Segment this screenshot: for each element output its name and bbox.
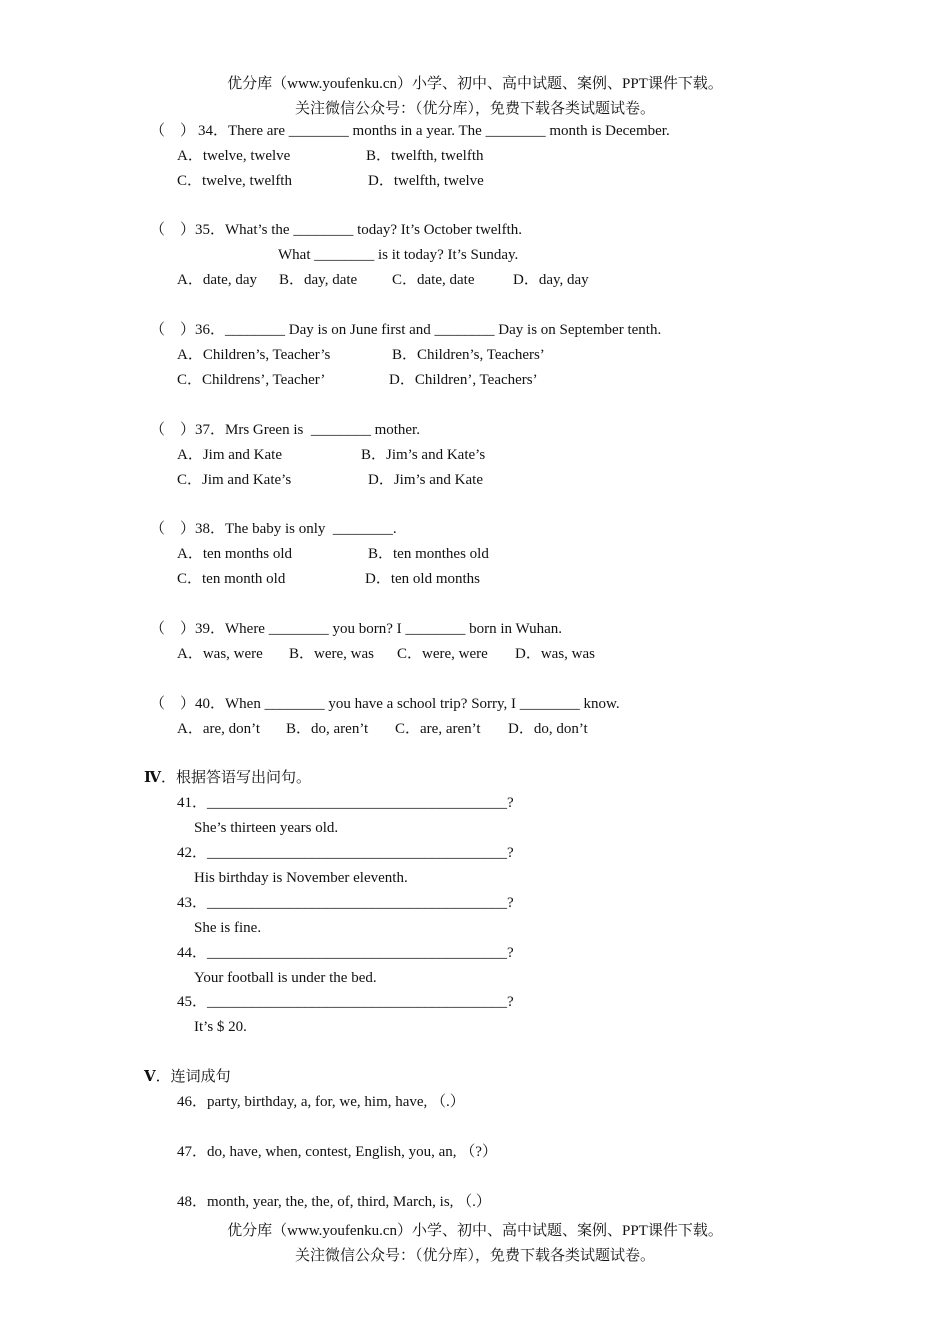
answer-45: It’s $ 20. (194, 1019, 247, 1035)
section-4-numeral: Ⅳ (144, 770, 162, 786)
option: A．Children’s, Teacher’s (177, 347, 331, 363)
option: C．ten month old (177, 571, 286, 587)
section-5-title: ．连词成句 (155, 1069, 231, 1085)
answer-bracket: （ ） (150, 222, 196, 238)
section-5-heading (144, 1067, 231, 1087)
footer-line-1: 优分库（www.youfenku.cn）小学、初中、高中试题、案例、PPT课件下载。 (227, 1223, 723, 1239)
option: B．day, date (279, 272, 358, 288)
option: B．Children’s, Teachers’ (392, 347, 545, 363)
question-41-blank: 41．________________________________________? (177, 795, 514, 811)
option: C．Childrens’, Teacher’ (177, 372, 326, 388)
question-40-stem: 40．When ________ you have a school trip? Sorry, I ________ know. (195, 696, 620, 712)
answer-bracket: （ ） (150, 123, 196, 139)
answer-bracket: （ ） (150, 696, 196, 712)
option: B．twelfth, twelfth (366, 148, 484, 164)
question-38-stem: 38．The baby is only ________. (195, 521, 397, 537)
answer-bracket: （ ） (150, 322, 196, 338)
option: C．date, date (392, 272, 475, 288)
option: D．ten old months (365, 571, 480, 587)
option: B．Jim’s and Kate’s (361, 447, 486, 463)
answer-41: She’s thirteen years old. (194, 820, 339, 836)
question-39-stem: 39．Where ________ you born? I ________ born in Wuhan. (195, 621, 562, 637)
question-44-blank: 44．________________________________________? (177, 945, 514, 961)
question-45-blank: 45．________________________________________? (177, 994, 514, 1010)
question-42-blank: 42．________________________________________? (177, 845, 514, 861)
option: C．were, were (397, 646, 488, 662)
option: A．Jim and Kate (177, 447, 282, 463)
option: D．do, don’t (508, 721, 588, 737)
question-35-stem-2: What ________ is it today? It’s Sunday. (278, 247, 519, 263)
option: B．were, was (289, 646, 374, 662)
question-35-stem: 35．What’s the ________ today? It’s October twelfth. (195, 222, 523, 238)
section-4-title: ．根据答语写出问句。 (161, 770, 312, 786)
option: B．ten monthes old (368, 546, 489, 562)
question-46: 46．party, birthday, a, for, we, him, have, （.） (177, 1094, 465, 1110)
answer-bracket: （ ） (150, 621, 196, 637)
option: A．ten months old (177, 546, 292, 562)
question-48: 48．month, year, the, the, of, third, March, is, （.） (177, 1194, 491, 1210)
option: B．do, aren’t (286, 721, 369, 737)
option: A．was, were (177, 646, 263, 662)
option: A．are, don’t (177, 721, 261, 737)
footer-line-2: 关注微信公众号：（优分库），免费下载各类试题试卷。 (294, 1248, 655, 1264)
option: C．Jim and Kate’s (177, 472, 292, 488)
question-37-stem: 37．Mrs Green is ________ mother. (195, 422, 420, 438)
answer-44: Your football is under the bed. (194, 970, 377, 986)
question-34-stem: 34．There are ________ months in a year. The ________ month is December. (198, 123, 670, 139)
option: D．Children’, Teachers’ (389, 372, 538, 388)
header-line-1: 优分库（www.youfenku.cn）小学、初中、高中试题、案例、PPT课件下载。 (227, 76, 723, 92)
answer-42: His birthday is November eleventh. (194, 870, 408, 886)
section-5-numeral: Ⅴ (144, 1069, 156, 1085)
option: C．twelve, twelfth (177, 173, 292, 189)
question-43-blank: 43．________________________________________? (177, 895, 514, 911)
option: A．date, day (177, 272, 257, 288)
section-4-heading (144, 768, 311, 788)
question-47: 47．do, have, when, contest, English, you, an, （?） (177, 1144, 497, 1160)
option: D．Jim’s and Kate (368, 472, 483, 488)
option: C．are, aren’t (395, 721, 481, 737)
option: D．twelfth, twelve (368, 173, 484, 189)
header-line-2: 关注微信公众号：（优分库），免费下载各类试题试卷。 (294, 101, 655, 117)
option: A．twelve, twelve (177, 148, 291, 164)
answer-bracket: （ ） (150, 521, 196, 537)
answer-43: She is fine. (194, 920, 262, 936)
option: D．day, day (513, 272, 589, 288)
question-36-stem: 36．________ Day is on June first and ________ Day is on September tenth. (195, 322, 662, 338)
option: D．was, was (515, 646, 595, 662)
answer-bracket: （ ） (150, 422, 196, 438)
